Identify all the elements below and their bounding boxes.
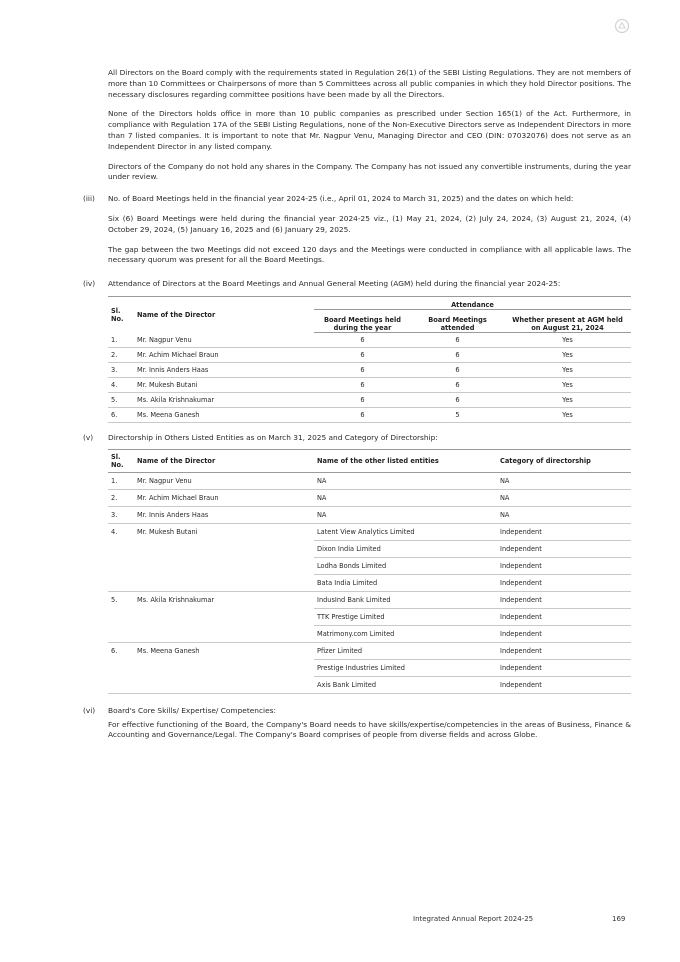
cell-other-entity: NA [314, 489, 497, 506]
cell-meetings-attended: 6 [411, 362, 504, 377]
cell-other-entity: IndusInd Bank Limited [314, 591, 497, 608]
cell-category: Independent [497, 540, 631, 557]
cell-director-name [134, 557, 314, 574]
cell-sl-no [108, 557, 134, 574]
section-directorships [83, 433, 631, 444]
cell-director-name [134, 676, 314, 693]
table-row [108, 392, 631, 407]
cell-director-name: Mr. Innis Anders Haas [134, 506, 314, 523]
directorship-table-body [108, 472, 631, 693]
table-row [108, 591, 631, 608]
cell-category: Independent [497, 659, 631, 676]
cell-agm-present: Yes [504, 392, 631, 407]
cell-other-entity: Matrimony.com Limited [314, 625, 497, 642]
cell-category: Independent [497, 523, 631, 540]
section-heading: Board's Core Skills/ Expertise/ Competencies: [108, 705, 276, 715]
cell-sl-no: 1. [108, 332, 134, 347]
cell-other-entity: Dixon India Limited [314, 540, 497, 557]
cell-meetings-held: 6 [314, 362, 411, 377]
cell-sl-no: 1. [108, 472, 134, 489]
cell-meetings-held: 6 [314, 407, 411, 422]
cell-sl-no [108, 608, 134, 625]
cell-director-name [134, 540, 314, 557]
cell-director-name [134, 625, 314, 642]
cell-director-name: Mr. Nagpur Venu [134, 332, 314, 347]
table-row [108, 557, 631, 574]
attendance-table-body [108, 332, 631, 422]
cell-sl-no: 2. [108, 489, 134, 506]
cell-meetings-held: 6 [314, 332, 411, 347]
table-row [108, 659, 631, 676]
footer-report-title: Integrated Annual Report 2024-25 [413, 915, 534, 923]
cell-sl-no [108, 574, 134, 591]
cell-director-name: Mr. Innis Anders Haas [134, 362, 314, 377]
cell-meetings-held: 6 [314, 392, 411, 407]
cell-director-name [134, 659, 314, 676]
paragraph-committee-compliance: All Directors on the Board comply with the requirements stated in Regulation 26(1) of the SEBI Listing Regulations. They are not members of more than 10 Committees or Chairpersons of more than 5 Committees across all public companies in which they hold Director positions. The necessary disclosures regarding committee positions have been made by all the Directors. [108, 68, 631, 99]
table-row [108, 523, 631, 540]
header-agm-present: Whether present at AGM held on August 21, 2024 [504, 309, 631, 332]
cell-meetings-attended: 6 [411, 332, 504, 347]
page-number: 169 [612, 915, 626, 923]
section-marker: (iii) [83, 194, 95, 204]
cell-other-entity: TTK Prestige Limited [314, 608, 497, 625]
cell-other-entity: Prestige Industries Limited [314, 659, 497, 676]
header-meetings-attended: Board Meetings attended [411, 309, 504, 332]
cell-meetings-held: 6 [314, 377, 411, 392]
table-row [108, 407, 631, 422]
cell-meetings-attended: 6 [411, 347, 504, 362]
cell-director-name: Mr. Achim Michael Braun [134, 489, 314, 506]
cell-other-entity: Latent View Analytics Limited [314, 523, 497, 540]
section-core-skills [83, 706, 631, 741]
section-attendance [83, 279, 631, 290]
section-heading: Directorship in Others Listed Entities as on March 31, 2025 and Category of Directorship: [108, 432, 438, 442]
cell-sl-no: 3. [108, 362, 134, 377]
table-row [108, 472, 631, 489]
cell-sl-no [108, 676, 134, 693]
main-content [83, 68, 631, 741]
header-other-entities: Name of the other listed entities [317, 456, 439, 465]
cell-director-name: Mr. Achim Michael Braun [134, 347, 314, 362]
header-category: Category of directorship [500, 456, 591, 465]
header-director-name: Name of the Director [137, 456, 216, 465]
table-row [108, 608, 631, 625]
cell-director-name: Mr. Nagpur Venu [134, 472, 314, 489]
cell-director-name: Ms. Akila Krishnakumar [137, 596, 215, 604]
page-footer [413, 915, 626, 923]
cell-sl-no: 5. [108, 392, 134, 407]
cell-sl-no: 6. [111, 647, 118, 655]
header-sl-no: Sl. No. [111, 306, 124, 323]
cell-category: Independent [497, 642, 631, 659]
meeting-gap-text: The gap between the two Meetings did not exceed 120 days and the Meetings were conducted in compliance with all applicable laws. The necessary quorum was present for all the Board Meetings. [108, 244, 631, 265]
cell-other-entity: Lodha Bonds Limited [314, 557, 497, 574]
cell-agm-present: Yes [504, 377, 631, 392]
section-heading: Attendance of Directors at the Board Meetings and Annual General Meeting (AGM) held during the financial year 2024-25: [108, 279, 561, 289]
paragraph-shareholding: Directors of the Company do not hold any shares in the Company. The Company has not issued any convertible instruments, during the year under review. [108, 161, 631, 182]
cell-agm-present: Yes [504, 362, 631, 377]
table-row [108, 377, 631, 392]
cell-sl-no: 3. [108, 506, 134, 523]
table-row [108, 362, 631, 377]
cell-director-name: Mr. Mukesh Butani [134, 377, 314, 392]
cell-category: Independent [497, 591, 631, 608]
table-row [108, 540, 631, 557]
cell-category: NA [497, 472, 631, 489]
cell-category: NA [497, 506, 631, 523]
table-row [108, 642, 631, 659]
section-heading: No. of Board Meetings held in the financial year 2024-25 (i.e., April 01, 2024 to March 31, 2025) and the dates on which held: [108, 194, 574, 204]
cell-sl-no: 6. [108, 407, 134, 422]
paragraph-directorship-limits: None of the Directors holds office in more than 10 public companies as prescribed under Section 165(1) of the Act. Furthermore, in compliance with Regulation 17A of the SEBI Listing Regulations, none of the Non-Executive Directors serve as Independent Directors in more than 7 listed companies. It is important to note that Mr. Nagpur Venu, Managing Director and CEO (DIN: 07032076) does not serve as an Independent Director in any listed company. [108, 109, 631, 151]
cell-agm-present: Yes [504, 407, 631, 422]
cell-director-name: Ms. Meena Ganesh [134, 407, 314, 422]
cell-meetings-attended: 6 [411, 377, 504, 392]
table-row [108, 506, 631, 523]
cell-category: NA [497, 489, 631, 506]
cell-sl-no [108, 659, 134, 676]
cell-other-entity: NA [314, 472, 497, 489]
cell-director-name [134, 574, 314, 591]
cell-other-entity: Bata India Limited [314, 574, 497, 591]
section-marker: (iv) [83, 279, 96, 289]
section-board-meetings [83, 194, 631, 266]
cell-meetings-attended: 5 [411, 407, 504, 422]
header-attendance: Attendance [314, 296, 631, 309]
cell-sl-no: 5. [111, 596, 118, 604]
cell-director-name: Ms. Akila Krishnakumar [134, 392, 314, 407]
cell-category: Independent [497, 676, 631, 693]
table-row [108, 676, 631, 693]
cell-sl-no: 4. [108, 377, 134, 392]
cell-sl-no [108, 625, 134, 642]
cell-director-name: Ms. Meena Ganesh [137, 647, 200, 655]
cell-sl-no: 2. [108, 347, 134, 362]
cell-category: Independent [497, 625, 631, 642]
cell-agm-present: Yes [504, 347, 631, 362]
cell-director-name: Mr. Mukesh Butani [137, 528, 198, 536]
attendance-table [108, 296, 631, 423]
meeting-dates-text: Six (6) Board Meetings were held during the financial year 2024-25 viz., (1) May 21, 2024, (2) July 24, 2024, (3) August 21, 2024, (4) October 29, 2024, (5) January 16, 2025 and (6) January 29, 2025. [108, 213, 631, 234]
header-sl-no: Sl. No. [111, 452, 124, 469]
cell-sl-no: 4. [111, 528, 118, 536]
core-skills-text: For effective functioning of the Board, the Company's Board needs to have skills/expertise/competencies in the areas of Business, Finance & Accounting and Governance/Legal. The Company's Board comprises of people from diverse fields and across Globe. [108, 719, 631, 740]
cell-category: Independent [497, 574, 631, 591]
section-marker: (vi) [83, 705, 96, 715]
directorship-table [108, 449, 631, 694]
cell-meetings-attended: 6 [411, 392, 504, 407]
cell-agm-present: Yes [504, 332, 631, 347]
cell-other-entity: Pfizer Limited [314, 642, 497, 659]
cell-category: Independent [497, 608, 631, 625]
table-row [108, 625, 631, 642]
cell-other-entity: NA [314, 506, 497, 523]
table-row [108, 347, 631, 362]
company-logo-icon [614, 18, 630, 34]
cell-sl-no [108, 540, 134, 557]
cell-meetings-held: 6 [314, 347, 411, 362]
table-row [108, 574, 631, 591]
section-marker: (v) [83, 432, 94, 442]
table-row [108, 332, 631, 347]
cell-director-name [134, 608, 314, 625]
header-meetings-held: Board Meetings held during the year [314, 309, 411, 332]
cell-other-entity: Axis Bank Limited [314, 676, 497, 693]
cell-category: Independent [497, 557, 631, 574]
table-row [108, 489, 631, 506]
header-director-name: Name of the Director [137, 310, 216, 319]
